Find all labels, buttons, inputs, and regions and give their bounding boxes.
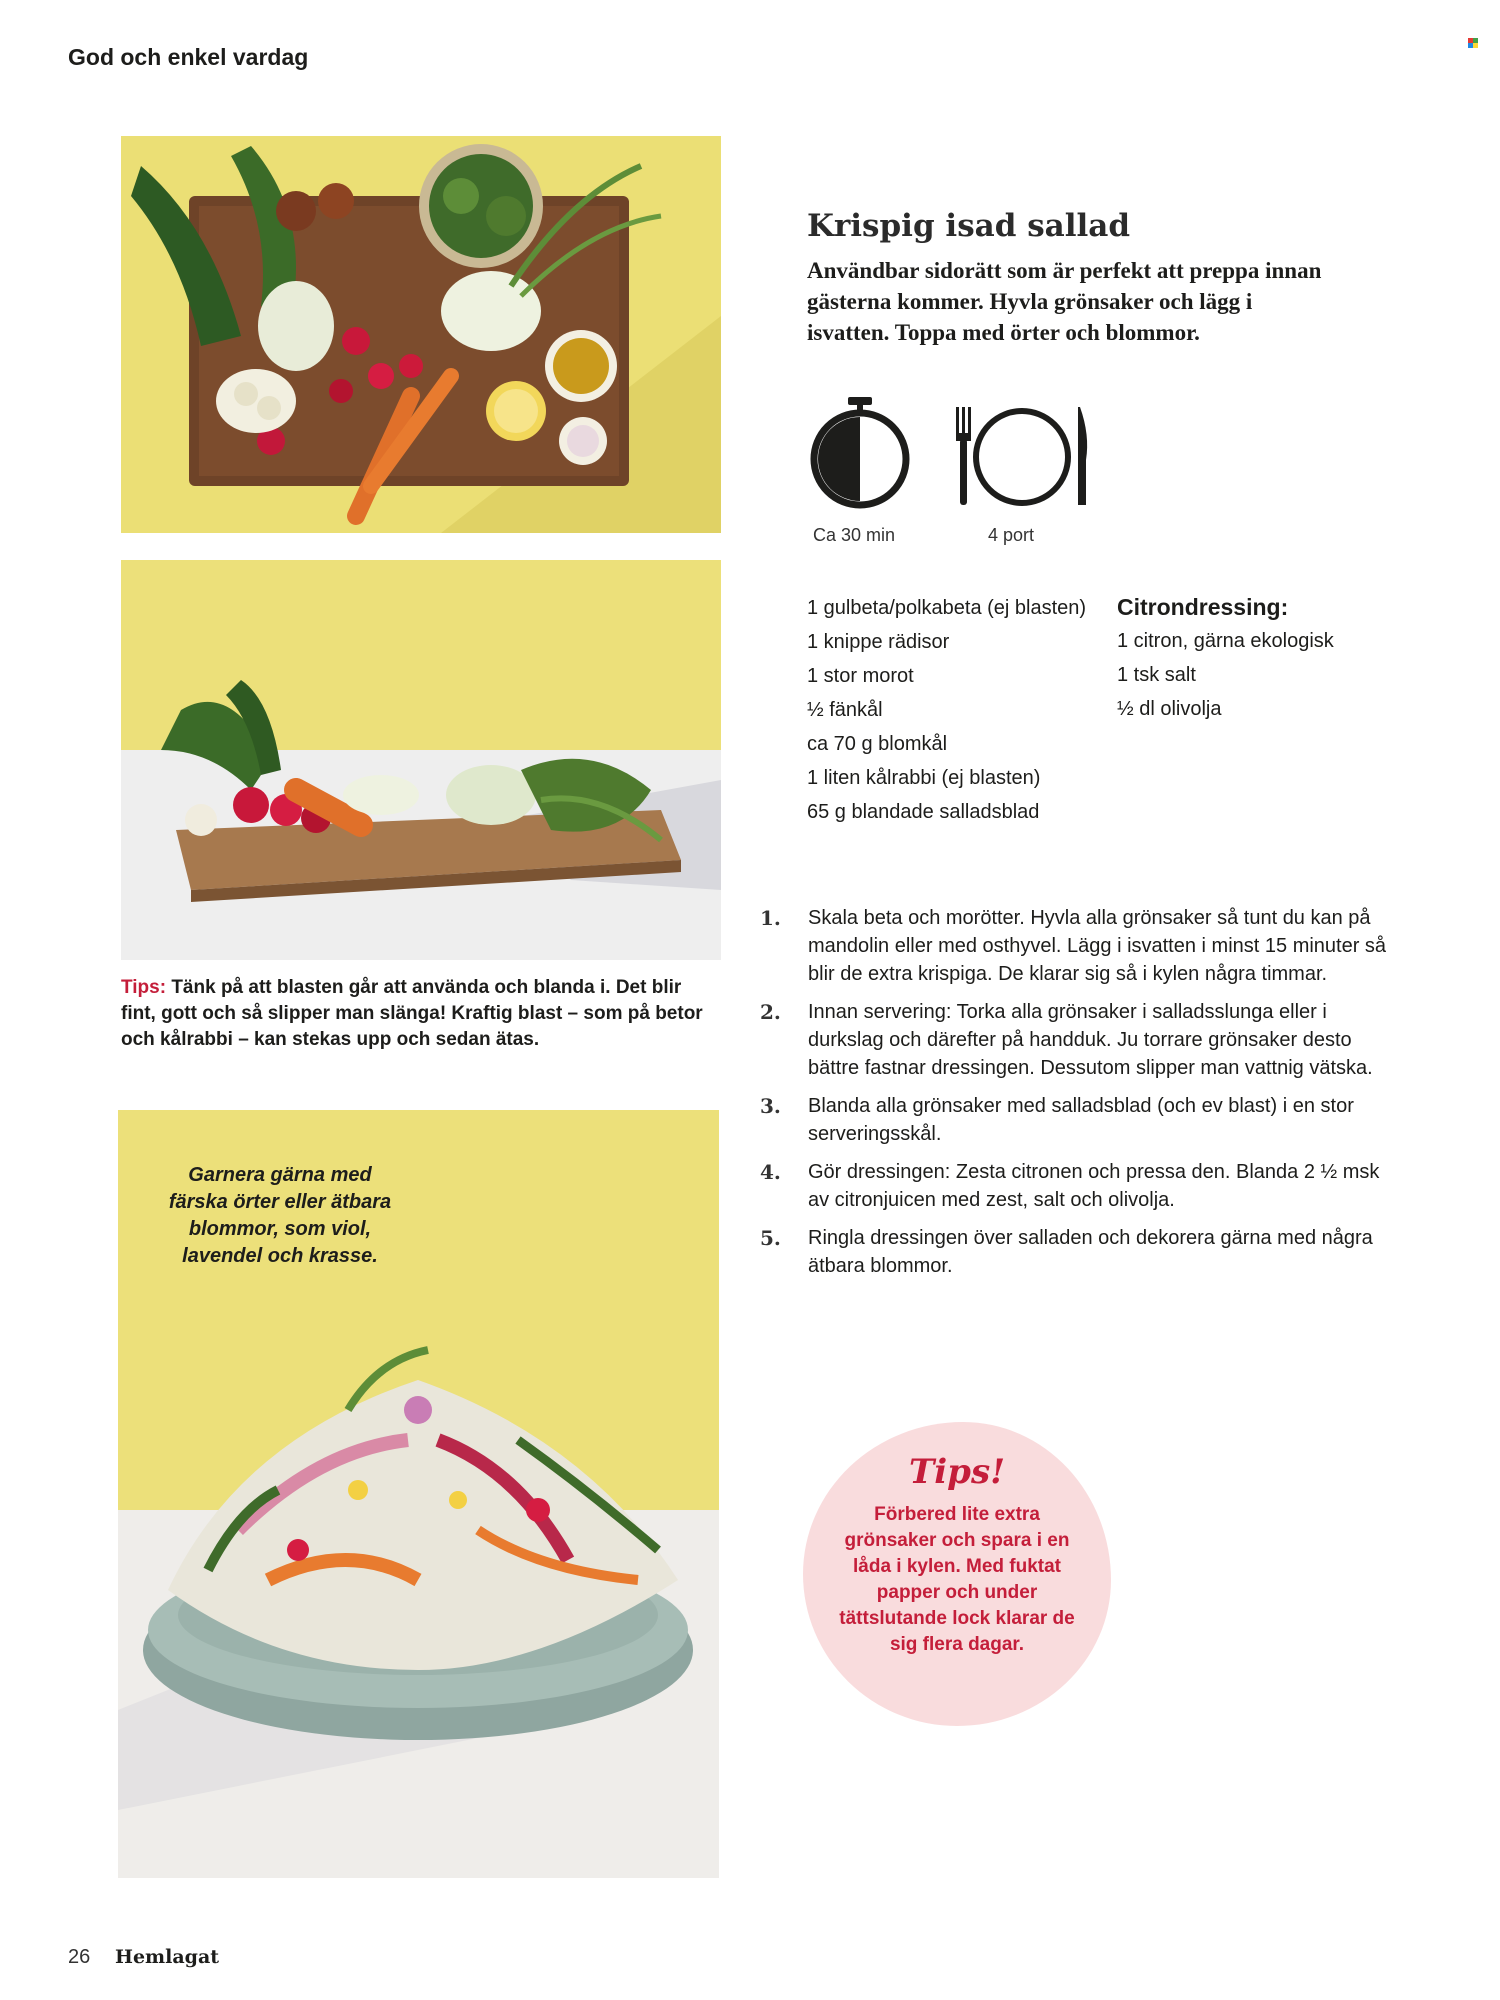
ingredient-item: ½ fänkål <box>807 699 883 721</box>
dressing-list <box>1117 627 1417 723</box>
vegetables-side-photo <box>121 560 721 960</box>
ingredient-item: 1 stor morot <box>807 665 914 687</box>
step-text: Gör dressingen: Zesta citronen och pressa den. Blanda 2 ½ msk av citronjuicen med zest, salt och olivolja. <box>808 1161 1380 1211</box>
tips-caption-label: Tips: <box>121 977 167 998</box>
tip-heading: Tips! <box>908 1452 1006 1492</box>
ingredient-item: 1 liten kålrabbi (ej blasten) <box>807 767 1041 789</box>
method-step <box>760 1158 1390 1214</box>
dressing-item: 1 tsk salt <box>1117 664 1196 686</box>
clock-icon <box>806 395 914 511</box>
ingredient-list <box>807 594 1097 832</box>
tip-bubble <box>803 1422 1111 1726</box>
step-number: 3. <box>760 1094 781 1118</box>
portions-label: 4 port <box>988 525 1035 545</box>
photo-caption: Garnera gärna med färska örter eller ätbara blommor, som viol, lavendel och krasse. <box>168 1164 392 1267</box>
dressing-item: 1 citron, gärna ekologisk <box>1117 630 1334 652</box>
section-title: God och enkel vardag <box>68 44 309 70</box>
step-number: 5. <box>760 1226 781 1250</box>
method-step <box>760 904 1390 988</box>
step-text: Skala beta och morötter. Hyvla alla grönsaker så tunt du kan på mandolin eller med osthyvel. Lägg i isvatten i minst 15 minuter så blir de extra krispiga. De klarar sig så i kylen några timmar. <box>808 907 1387 985</box>
step-number: 2. <box>760 1000 781 1024</box>
page-number: 26 <box>68 1946 91 1968</box>
step-text: Blanda alla grönsaker med salladsblad (och ev blast) i en stor serveringsskål. <box>808 1095 1354 1145</box>
dressing-item: ½ dl olivolja <box>1117 698 1222 720</box>
ingredient-item: 1 knippe rädisor <box>807 631 950 653</box>
vegetables-board-photo <box>121 136 721 533</box>
plate-cutlery-icon <box>950 405 1090 510</box>
tip-text: Förbered lite extra grönsaker och spara i en låda i kylen. Med fuktat papper och under tättslutande lock klarar de sig flera dagar. <box>839 1504 1075 1655</box>
recipe-title: Krispig isad sallad <box>807 208 1131 244</box>
tips-caption <box>121 975 721 1053</box>
step-text: Ringla dressingen över salladen och dekorera gärna med några ätbara blommor. <box>808 1227 1373 1277</box>
step-number: 1. <box>760 906 781 930</box>
method-step <box>760 1092 1390 1148</box>
ingredient-item: 65 g blandade salladsblad <box>807 801 1040 823</box>
method-step <box>760 998 1390 1082</box>
step-text: Innan servering: Torka alla grönsaker i salladsslunga eller i durkslag och därefter på handduk. Ju torrare grönsaker desto bättre fastnar dressingen. Dessutom slipper man vattnig vätska. <box>808 1001 1373 1079</box>
ingredient-item: ca 70 g blomkål <box>807 733 948 755</box>
dressing-title: Citrondressing: <box>1117 594 1289 620</box>
method-step <box>760 1224 1390 1280</box>
tips-caption-text: Tänk på att blasten går att använda och blanda i. Det blir fint, gott och så slipper man slänga! Kraftig blast – som på betor och kålrabbi – kan stekas upp och sedan ätas. <box>121 977 703 1050</box>
method-steps <box>760 904 1390 1290</box>
color-mark <box>1468 38 1478 48</box>
magazine-name: Hemlagat <box>115 1946 220 1968</box>
dressing-section <box>1117 594 1417 729</box>
time-label: Ca 30 min <box>813 525 896 545</box>
step-number: 4. <box>760 1160 781 1184</box>
recipe-intro: Användbar sidorätt som är perfekt att preppa innan gästerna kommer. Hyvla grönsaker och lägg i isvatten. Toppa med örter och blommor. <box>807 258 1322 345</box>
ingredient-item: 1 gulbeta/polkabeta (ej blasten) <box>807 597 1087 619</box>
